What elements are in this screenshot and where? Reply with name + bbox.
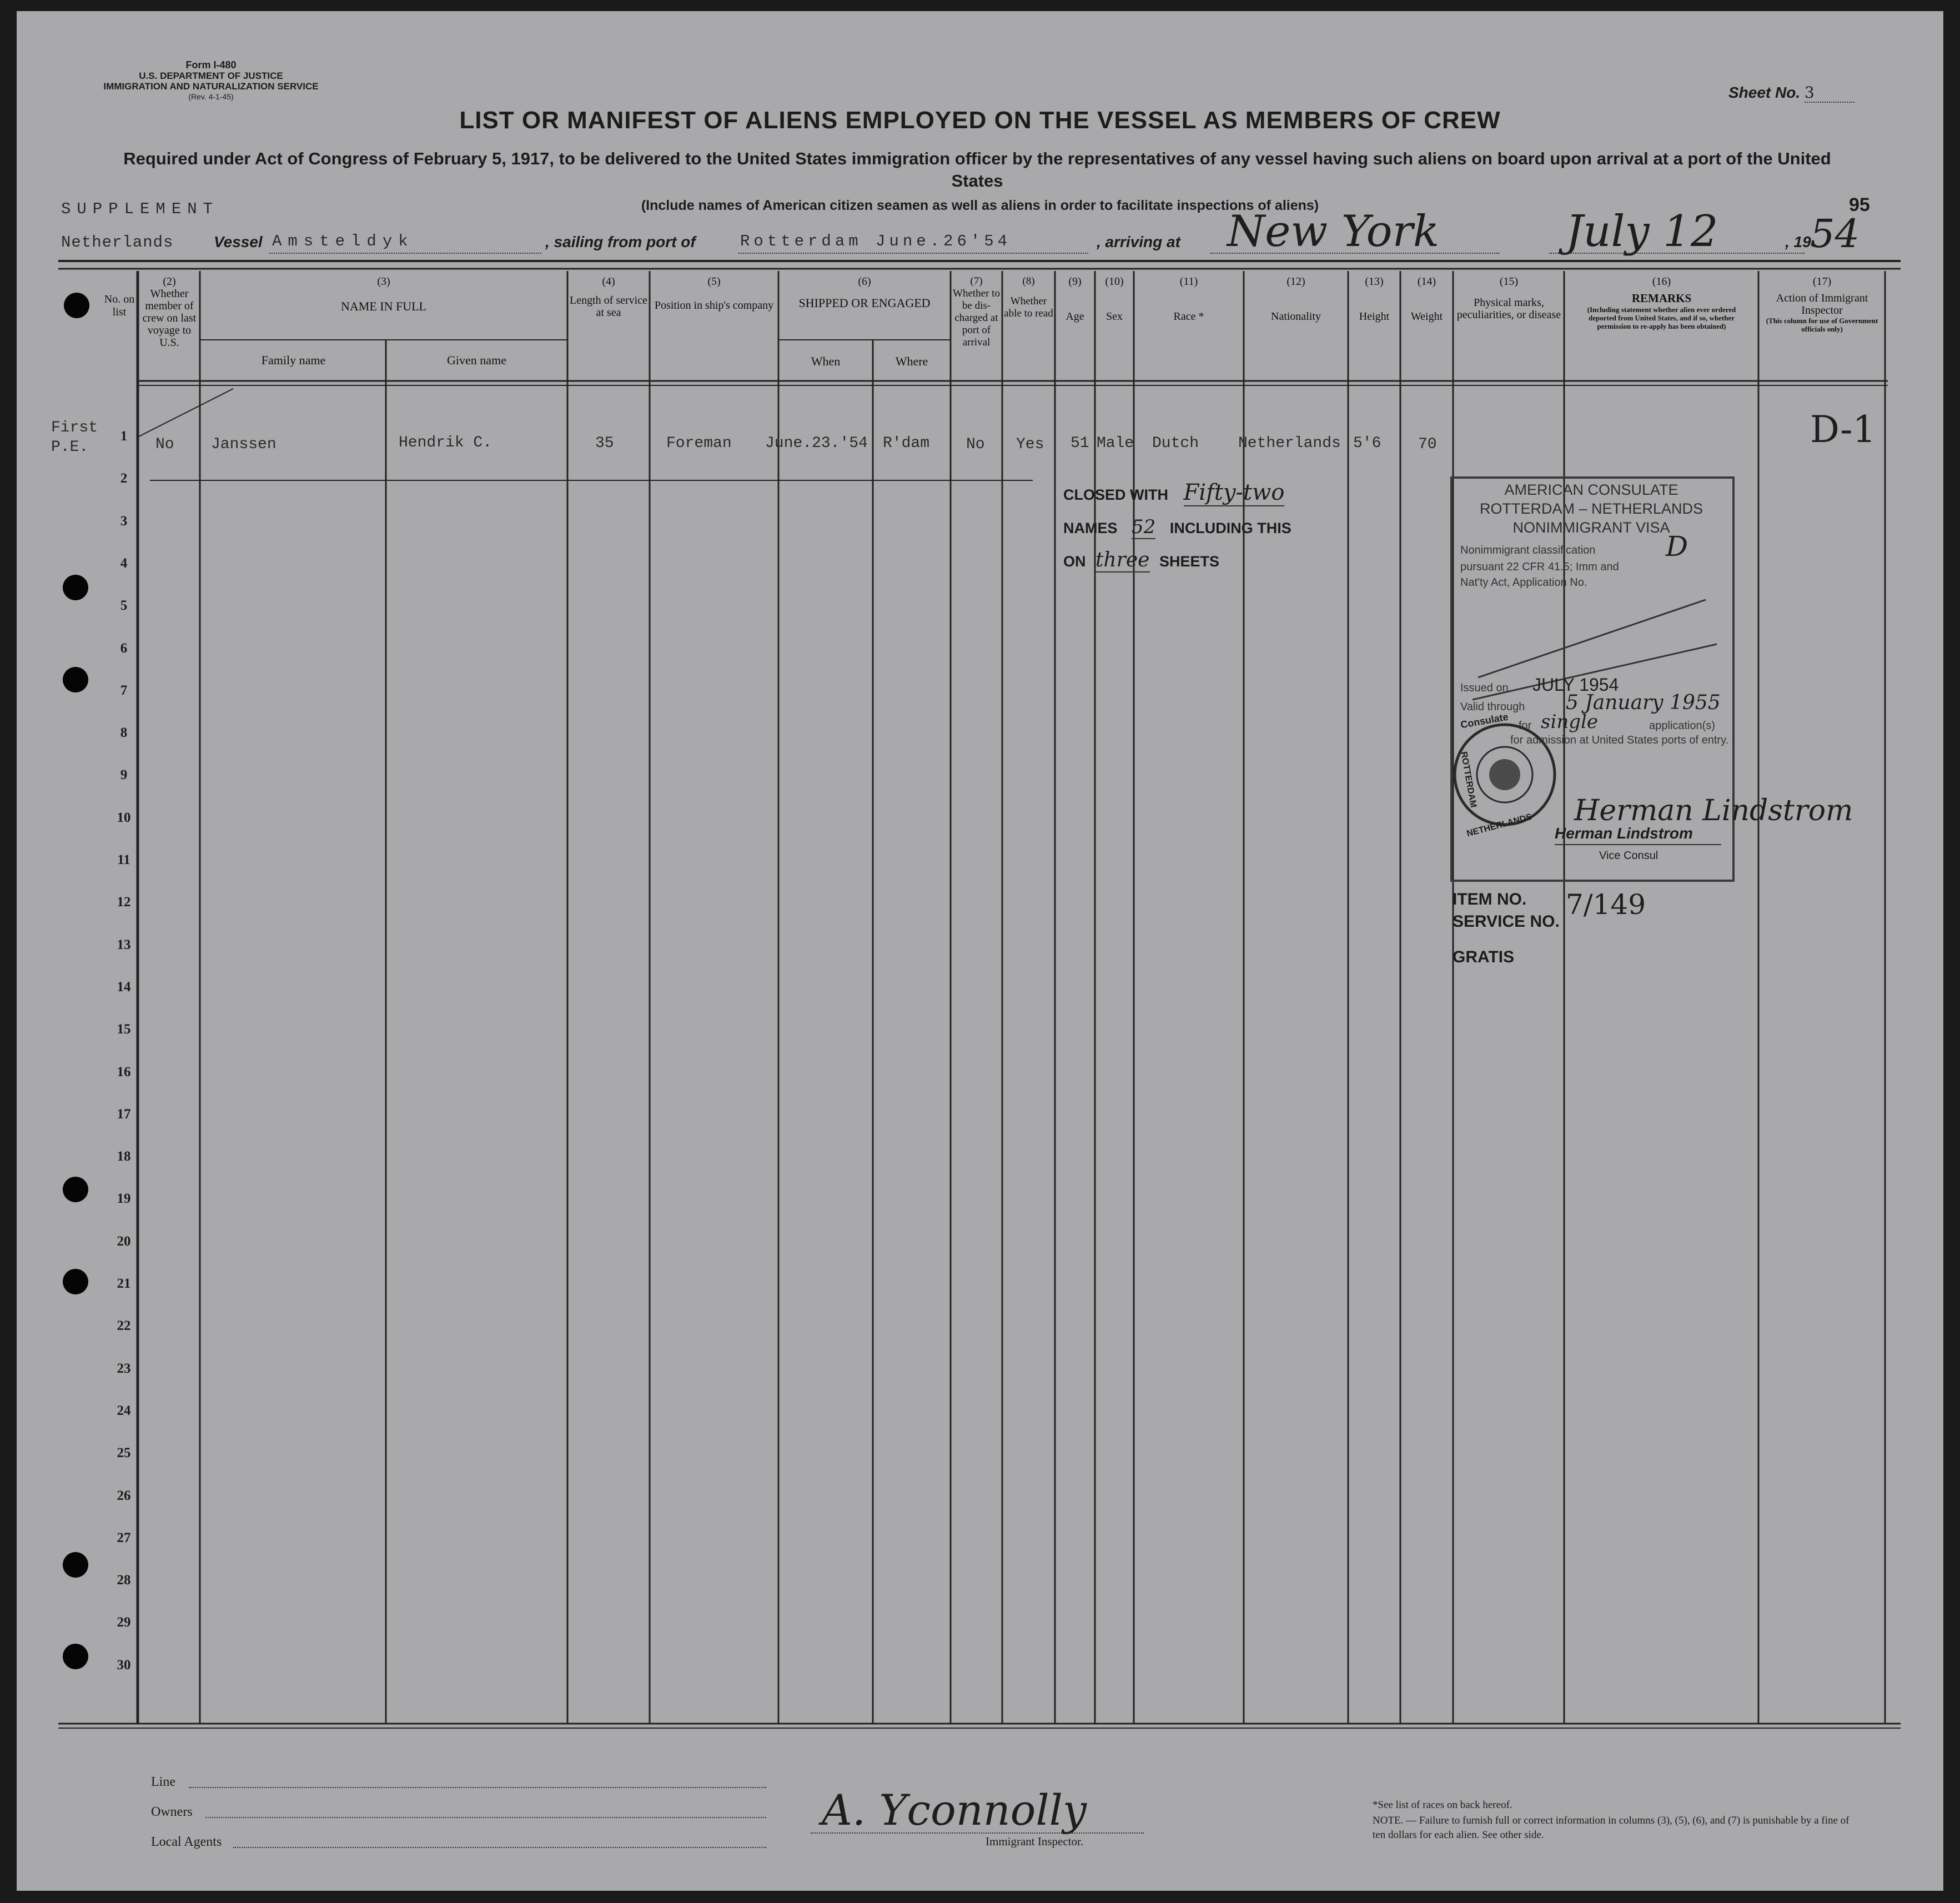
col-16-header [1566,275,1757,330]
col-12-label: Nationality [1271,310,1321,323]
sheet-label: Sheet No. [1728,84,1801,101]
col-15-header [1455,275,1563,321]
agents-underline [233,1847,766,1848]
arrival-date: July 12 [1566,207,1718,257]
arriving-label: , arriving at [1097,233,1180,250]
visa-consul-name: Herman Lindstrom [1555,825,1693,842]
col-9-num: (9) [1068,275,1082,288]
entry-race: Dutch [1152,435,1199,452]
visa-type: NONIMMIGRANT VISA [1512,519,1670,536]
row-number: 5 [120,598,128,614]
visa-for-label: for [1519,720,1532,732]
entry-where: R'dam [883,435,930,452]
row-number: 21 [117,1276,131,1291]
col-4-label: Length of service at sea [570,294,647,319]
col-15-num: (15) [1499,275,1519,288]
row-number: 26 [117,1488,131,1503]
item-number: 7/149 [1566,888,1646,921]
col-10-header [1095,275,1133,323]
entry-weight: 70 [1418,436,1437,453]
revision: (Rev. 4-1-45) [188,92,234,101]
seal-top-text: Consulate [1459,711,1510,731]
row-number: 2 [120,471,128,486]
inspector-label: Immigrant Inspector. [986,1835,1084,1848]
col-10-num: (10) [1105,275,1124,288]
col-16-label: REMARKS [1631,292,1692,305]
col-13-label: Height [1359,310,1390,323]
col-3-header [201,275,566,314]
col-2-header [142,275,197,349]
entry-family-name: Janssen [211,436,277,453]
vessel-name: Amsteldyk [272,232,414,250]
service-label: SERVICE NO. [1453,912,1560,931]
col-11-label: Race * [1173,310,1204,323]
col-8-num: (8) [1022,275,1035,287]
col-9-header [1056,275,1094,323]
col-6-label: SHIPPED OR ENGAGED [798,296,931,310]
closed-l2b: 52 [1132,516,1156,538]
row-number: 19 [117,1191,131,1207]
col-5-header [651,275,777,312]
col-17-sub: (This column for use of Government officials only) [1766,317,1878,333]
visa-consul-title: Vice Consul [1599,850,1659,862]
entry-read: Yes [1016,436,1044,453]
col-7-header [951,275,1002,349]
item-stamp [1453,888,1560,968]
entry-nationality: Netherlands [1238,435,1341,452]
col-8-label: Whether able to read [1004,295,1053,319]
row-number: 1 [120,429,128,444]
visa-signature: Herman Lindstrom [1574,794,1853,827]
entry-position: Foreman [666,435,732,452]
row-number: 13 [117,937,131,952]
col-15-label: Physical marks, peculiarities, or disease [1456,297,1561,321]
col-17-header [1760,275,1884,333]
service: IMMIGRATION AND NATURALIZATION SERVICE [103,81,319,92]
arrival-port: New York [1227,207,1440,257]
closed-stamp [1063,476,1291,578]
visa-valid-label: Valid through [1460,701,1525,713]
col-3-label: NAME IN FULL [341,299,426,313]
owners-underline [205,1817,766,1818]
col-13-header [1349,275,1400,323]
col-3-num: (3) [377,275,390,288]
row-number: 10 [117,810,131,825]
department: U.S. DEPARTMENT OF JUSTICE [139,71,283,81]
subtitle: Required under Act of Congress of February 5, 1917, to be delivered to the United States immigration officer by the representatives of any vessel having such aliens on board upon arrival at a port of the United States [123,149,1831,190]
row-number: 3 [120,513,128,529]
col-1-header [103,293,136,319]
include-note: (Include names of American citizen seamen as well as aliens in order to facilitate inspections of aliens) [641,198,1319,213]
col-2-num: (2) [163,275,176,288]
row-number: 20 [117,1233,131,1249]
row-number: 9 [120,767,128,783]
side-note-pe: P.E. [51,439,89,456]
row-number: 12 [117,895,131,910]
row-number: 24 [117,1403,131,1418]
col-6-num: (6) [858,275,871,288]
visa-classification-label: Nonimmigrant classification [1460,544,1596,556]
col-13-num: (13) [1365,275,1384,288]
closed-l2a: NAMES [1063,520,1118,536]
col-14-header [1401,275,1453,323]
entry-sex: Male [1097,435,1134,452]
visa-issued: JULY 1954 [1532,675,1619,695]
visa-header [1450,480,1732,537]
col-11-num: (11) [1179,275,1198,288]
year-suffix: 54 [1810,211,1860,257]
row-number: 22 [117,1318,131,1334]
footer-note: NOTE. — Failure to furnish full or correct information in columns (3), (5), (6), and (7) is punishable by a fine of ten dollars for each alien. See other side. [1373,1815,1850,1841]
page-number: 95 [1849,194,1870,215]
col-17-num: (17) [1812,275,1832,288]
row-number: 15 [117,1022,131,1037]
col-1-label: No. on list [104,293,135,318]
races-note: *See list of races on back hereof. [1373,1799,1512,1811]
col-6-when-header: When [811,354,841,368]
row-number: 27 [117,1530,131,1545]
row-number: 14 [117,979,131,995]
entry-action: D-1 [1810,408,1876,451]
entry-when: June.23.'54 [765,435,868,452]
footer-owners-label: Owners [151,1805,193,1819]
side-note-first: First [51,419,98,436]
vessel-flag: Netherlands [61,233,174,252]
row-number: 23 [117,1360,131,1376]
row-number: 18 [117,1149,131,1164]
visa-valid: 5 January 1955 [1566,691,1721,714]
visa-consulate: AMERICAN CONSULATE [1504,481,1678,498]
col-4-num: (4) [602,275,615,288]
visa-nat-act: Nat'ty Act, Application No. [1460,576,1587,589]
col-14-label: Weight [1410,310,1443,323]
entry-length-service: 35 [595,435,614,452]
col-6-where-header: Where [895,354,928,368]
row-number: 8 [120,725,128,741]
row-number: 17 [117,1106,131,1122]
visa-applications: application(s) [1649,720,1715,732]
supplement-label: SUPPLEMENT [61,200,219,218]
row-number: 29 [117,1615,131,1630]
visa-city: ROTTERDAM – NETHERLANDS [1479,500,1703,517]
gratis-label: GRATIS [1453,948,1515,966]
entry-height: 5'6 [1353,435,1381,452]
closed-l1b: Fifty-two [1183,480,1285,505]
row-number: 4 [120,555,128,571]
col-16-num: (16) [1652,275,1671,288]
inspector-line [811,1832,1144,1834]
col-2-label: Whether member of crew on last voyage to U.S. [142,288,197,349]
entry-given-name: Hendrik C. [399,434,492,451]
entry-age: 51 [1071,435,1089,452]
row-number: 11 [117,852,130,867]
col-5-label: Position in ship's company [654,299,774,312]
col-9-label: Age [1066,310,1084,323]
col-6-header [780,275,949,310]
footer-line-label: Line [151,1775,175,1789]
col-4-header [569,275,649,319]
sailing-port: Rotterdam June.26'54 [740,232,1012,250]
row-number: 6 [120,640,128,656]
col-3-given-header: Given name [447,353,506,367]
col-11-header [1134,275,1243,323]
item-label: ITEM NO. [1453,890,1527,908]
seal-left-text: ROTTERDAM [1459,751,1478,809]
visa-apps: single [1541,711,1598,733]
sailing-label: , sailing from port of [545,233,696,250]
form-number: Form I-480 [185,59,237,71]
entry-discharged: No [966,436,985,453]
vessel-label: Vessel [214,233,263,250]
row-number: 16 [117,1064,131,1079]
col-16-sub: (Including statement whether alien ever ordered deported from United States, and if so, whether permission to re-apply has been obtained) [1587,305,1736,330]
visa-pursuant: pursuant 22 CFR 41.5; Imm and [1460,561,1619,573]
consul-line [1555,844,1721,845]
col-17-label: Action of Immigrant Inspector [1776,292,1868,317]
col-10-label: Sex [1106,310,1123,323]
footer-agents-label: Local Agents [151,1835,222,1849]
closed-l2c: INCLUDING THIS [1169,520,1291,536]
year-prefix: , 19 [1785,233,1811,250]
closed-l1a: CLOSED WITH [1063,486,1168,503]
inspector-signature: A. Yconnolly [822,1785,1087,1835]
col-7-num: (7) [970,275,983,287]
line-underline [189,1787,766,1788]
col-14-num: (14) [1417,275,1436,288]
col-12-header [1244,275,1348,323]
closed-l3c: SHEETS [1159,553,1220,570]
row-number: 7 [120,682,128,698]
closed-l3b: three [1095,549,1150,571]
col-3-family-header: Family name [261,353,326,367]
visa-classification: D [1666,530,1688,563]
col-12-num: (12) [1286,275,1305,288]
row-number: 25 [117,1445,131,1461]
page-title: LIST OR MANIFEST OF ALIENS EMPLOYED ON THE VESSEL AS MEMBERS OF CREW [459,107,1501,134]
sheet-value: 3 [1805,83,1855,103]
closed-l3a: ON [1063,553,1086,570]
visa-issued-label: Issued on [1460,682,1509,694]
visa-admission: for admission at United States ports of entry. [1510,734,1729,746]
seal-bottom-text: NETHERLANDS [1465,812,1533,839]
row-number: 30 [117,1657,131,1673]
col-8-header [1003,275,1054,320]
row-number: 28 [117,1573,131,1588]
col-7-label: Whether to be dis-charged at port of arrival [953,288,1000,348]
col-5-num: (5) [707,275,721,288]
entry-crew-last-voyage: No [155,436,174,453]
